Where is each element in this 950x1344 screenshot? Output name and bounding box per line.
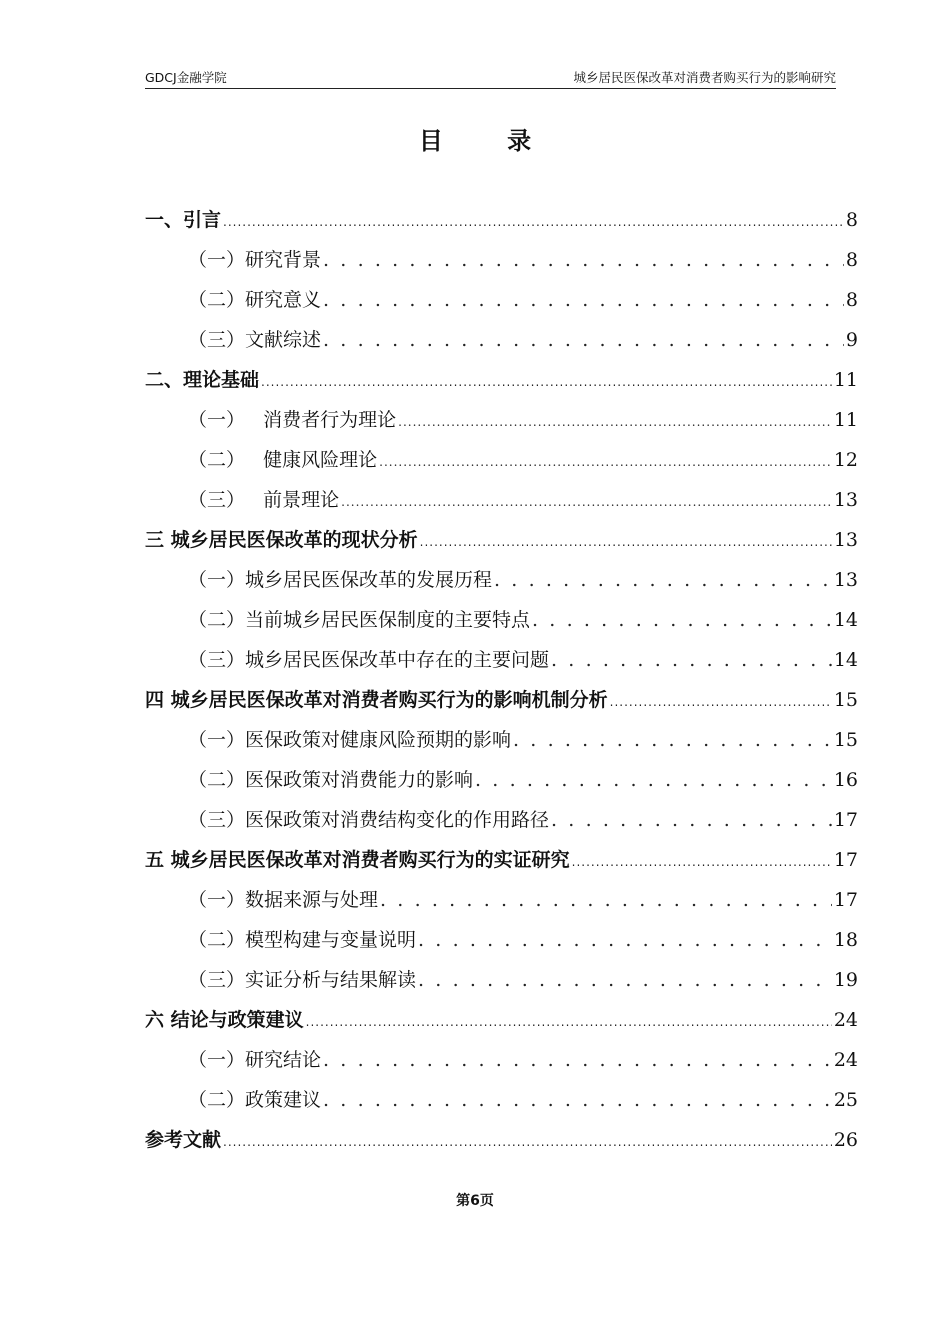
- toc-entry-page-number: 14: [833, 649, 858, 671]
- toc-entry-page-number: 17: [833, 889, 858, 911]
- toc-dot-leader: [610, 680, 832, 722]
- toc-entry-title: 一、引言: [145, 209, 222, 231]
- toc-entry-page-number: 13: [833, 489, 858, 511]
- toc-dot-leader: [494, 560, 832, 600]
- toc-dot-leader: [532, 600, 832, 640]
- toc-entry-title: （三） 前景理论: [188, 489, 340, 511]
- toc-chapter-entry[interactable]: [145, 520, 858, 560]
- toc-entry-page-number: 11: [833, 409, 858, 431]
- toc-dot-leader: [551, 640, 832, 680]
- toc-entry-title: （三）医保政策对消费结构变化的作用路径: [188, 809, 550, 831]
- toc-dot-leader: [420, 520, 832, 562]
- toc-section-entry[interactable]: [145, 920, 858, 960]
- toc-dot-leader: [380, 880, 832, 920]
- toc-entry-title: 四 城乡居民医保改革对消费者购买行为的影响机制分析: [145, 689, 608, 711]
- toc-dot-leader: [551, 800, 832, 840]
- table-of-contents: [145, 200, 858, 1160]
- toc-section-entry[interactable]: [145, 240, 858, 280]
- toc-dot-leader: [223, 1120, 832, 1162]
- toc-dot-leader: [223, 200, 844, 242]
- toc-entry-page-number: 24: [833, 1009, 858, 1031]
- page-number: 第6页: [456, 1193, 494, 1209]
- toc-dot-leader: [323, 1080, 832, 1120]
- toc-section-entry[interactable]: [145, 1040, 858, 1080]
- toc-entry-title: （二）医保政策对消费能力的影响: [188, 769, 474, 791]
- toc-section-entry[interactable]: [145, 320, 858, 360]
- toc-entry-title: 参考文献: [145, 1129, 222, 1151]
- toc-section-entry[interactable]: [145, 880, 858, 920]
- toc-section-entry[interactable]: [145, 600, 858, 640]
- toc-dot-leader: [306, 1000, 832, 1042]
- toc-entry-page-number: 9: [845, 329, 858, 351]
- toc-entry-title: （三）文献综述: [188, 329, 322, 351]
- toc-entry-title: （三）实证分析与结果解读: [188, 969, 417, 991]
- toc-chapter-entry[interactable]: [145, 1120, 858, 1160]
- toc-dot-leader: [572, 840, 832, 882]
- toc-dot-leader: [341, 480, 832, 522]
- toc-entry-page-number: 17: [833, 849, 858, 871]
- toc-section-entry[interactable]: [145, 760, 858, 800]
- toc-section-entry[interactable]: [145, 960, 858, 1000]
- toc-entry-page-number: 8: [845, 209, 858, 231]
- toc-entry-page-number: 8: [845, 249, 858, 271]
- toc-section-entry[interactable]: [145, 560, 858, 600]
- toc-section-entry[interactable]: [145, 640, 858, 680]
- toc-entry-title: 五 城乡居民医保改革对消费者购买行为的实证研究: [145, 849, 570, 871]
- toc-entry-title: 三 城乡居民医保改革的现状分析: [145, 529, 418, 551]
- toc-entry-title: （一）医保政策对健康风险预期的影响: [188, 729, 512, 751]
- toc-entry-page-number: 12: [833, 449, 858, 471]
- toc-dot-leader: [418, 920, 832, 960]
- toc-entry-page-number: 17: [833, 809, 858, 831]
- toc-dot-leader: [475, 760, 832, 800]
- toc-dot-leader: [323, 280, 844, 320]
- toc-entry-page-number: 13: [833, 569, 858, 591]
- toc-dot-leader: [323, 240, 844, 280]
- page-header: [145, 66, 836, 89]
- toc-chapter-entry[interactable]: [145, 680, 858, 720]
- toc-entry-title: （二）当前城乡居民医保制度的主要特点: [188, 609, 531, 631]
- toc-section-entry[interactable]: [145, 1080, 858, 1120]
- toc-entry-title: （三）城乡居民医保改革中存在的主要问题: [188, 649, 550, 671]
- toc-chapter-entry[interactable]: [145, 360, 858, 400]
- header-institution: GDCJ金融学院: [145, 70, 227, 85]
- toc-entry-page-number: 19: [833, 969, 858, 991]
- toc-title: 目 录: [418, 127, 560, 155]
- toc-entry-title: 六 结论与政策建议: [145, 1009, 304, 1031]
- toc-dot-leader: [398, 400, 832, 442]
- toc-section-entry[interactable]: [145, 720, 858, 760]
- toc-entry-page-number: 15: [833, 689, 858, 711]
- toc-section-entry[interactable]: [145, 800, 858, 840]
- toc-entry-page-number: 24: [833, 1049, 858, 1071]
- toc-entry-title: （二）模型构建与变量说明: [188, 929, 417, 951]
- toc-entry-page-number: 16: [833, 769, 858, 791]
- toc-entry-page-number: 26: [833, 1129, 858, 1151]
- toc-entry-title: （二）研究意义: [188, 289, 322, 311]
- toc-dot-leader: [379, 440, 832, 482]
- toc-entry-title: （二）政策建议: [188, 1089, 322, 1111]
- toc-dot-leader: [513, 720, 832, 760]
- toc-entry-page-number: 13: [833, 529, 858, 551]
- toc-entry-page-number: 8: [845, 289, 858, 311]
- toc-chapter-entry[interactable]: [145, 200, 858, 240]
- toc-entry-title: （一）数据来源与处理: [188, 889, 379, 911]
- toc-dot-leader: [323, 1040, 832, 1080]
- toc-entry-title: （一）城乡居民医保改革的发展历程: [188, 569, 493, 591]
- toc-section-entry[interactable]: [145, 440, 858, 480]
- toc-entry-page-number: 11: [833, 369, 858, 391]
- toc-chapter-entry[interactable]: [145, 840, 858, 880]
- toc-entry-title: （一）研究背景: [188, 249, 322, 271]
- toc-entry-title: （二） 健康风险理论: [188, 449, 378, 471]
- toc-section-entry[interactable]: [145, 400, 858, 440]
- toc-entry-page-number: 18: [833, 929, 858, 951]
- toc-section-entry[interactable]: [145, 480, 858, 520]
- toc-entry-page-number: 15: [833, 729, 858, 751]
- header-paper-title: 城乡居民医保改革对消费者购买行为的影响研究: [573, 70, 836, 85]
- toc-dot-leader: [418, 960, 832, 1000]
- toc-entry-page-number: 14: [833, 609, 858, 631]
- toc-chapter-entry[interactable]: [145, 1000, 858, 1040]
- toc-entry-title: （一）研究结论: [188, 1049, 322, 1071]
- toc-dot-leader: [323, 320, 844, 360]
- toc-section-entry[interactable]: [145, 280, 858, 320]
- toc-dot-leader: [261, 360, 832, 402]
- toc-entry-page-number: 25: [833, 1089, 858, 1111]
- toc-entry-title: （一） 消费者行为理论: [188, 409, 397, 431]
- toc-entry-title: 二、理论基础: [145, 369, 260, 391]
